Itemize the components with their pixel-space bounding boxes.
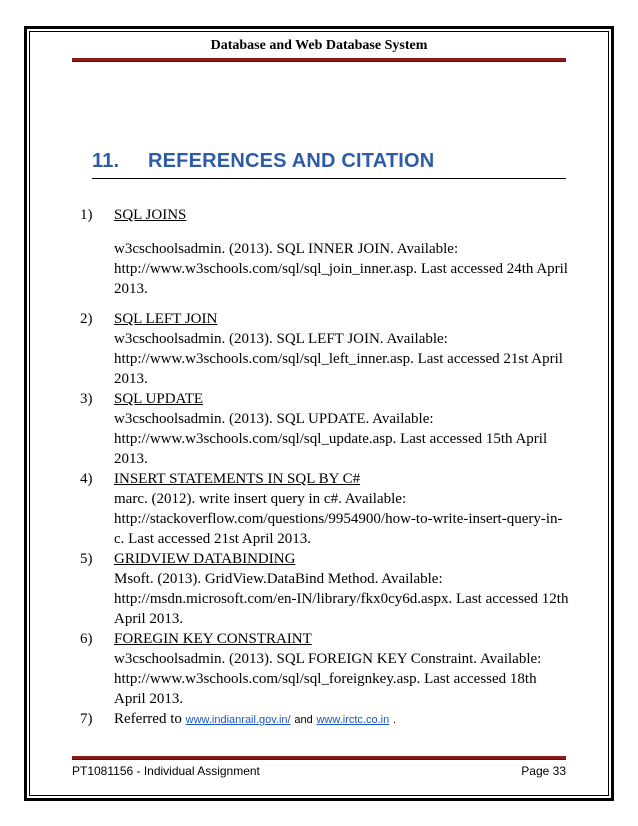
reference-number: 3) xyxy=(80,391,93,407)
page-header-title: Database and Web Database System xyxy=(210,38,428,53)
reference-number: 5) xyxy=(80,551,93,567)
reference-title[interactable]: SQL UPDATE xyxy=(114,391,204,407)
reference-body: w3cschoolsadmin. (2013). SQL UPDATE. Available: http://www.w3schools.com/sql/sql_update.asp. Last accessed 15th April 2013. xyxy=(114,411,548,467)
reference-item xyxy=(80,389,570,469)
footer-left-text: PT1081156 - Individual Assignment xyxy=(72,764,260,778)
irctc-link[interactable]: www.irctc.co.in xyxy=(316,714,390,726)
header-rule xyxy=(72,58,566,62)
reference-number: 7) xyxy=(80,711,93,727)
reference-number: 6) xyxy=(80,631,93,647)
reference-suffix: . xyxy=(392,714,397,726)
reference-item xyxy=(80,549,570,629)
footer-rule xyxy=(72,756,566,760)
reference-body: w3cschoolsadmin. (2013). SQL FOREIGN KEY Constraint. Available: http://www.w3schools.com/sql/sql_foreignkey.asp. Last accessed 18th April 2013. xyxy=(114,651,542,707)
reference-list xyxy=(80,205,570,730)
indianrail-link[interactable]: www.indianrail.gov.in/ xyxy=(185,714,291,726)
reference-number: 2) xyxy=(80,311,93,327)
reference-body: Msoft. (2013). GridView.DataBind Method. Available: http://msdn.microsoft.com/en-IN/library/fkx0cy6d.aspx. Last accessed 12th April 2013. xyxy=(114,571,569,627)
reference-item xyxy=(80,469,570,549)
section-title: REFERENCES AND CITATION xyxy=(148,150,435,172)
reference-body: marc. (2012). write insert query in c#. Available: http://stackoverflow.com/questions/9954900/how-to-write-insert-query-in-c. Last accessed 21st April 2013. xyxy=(114,491,563,547)
reference-item xyxy=(80,709,570,730)
page-number: Page 33 xyxy=(521,764,566,778)
section-heading xyxy=(92,150,566,173)
reference-title[interactable]: SQL LEFT JOIN xyxy=(114,311,218,327)
reference-title[interactable]: GRIDVIEW DATABINDING xyxy=(114,551,296,567)
reference-and: and xyxy=(294,714,313,726)
reference-item xyxy=(80,309,570,389)
heading-rule xyxy=(92,178,566,179)
reference-title[interactable]: INSERT STATEMENTS IN SQL BY C# xyxy=(114,471,361,487)
reference-title[interactable]: SQL JOINS xyxy=(114,207,187,223)
reference-number: 1) xyxy=(80,207,93,223)
reference-body: w3cschoolsadmin. (2013). SQL LEFT JOIN. Available: http://www.w3schools.com/sql/sql_left_inner.asp. Last accessed 21st April 2013. xyxy=(114,331,563,387)
reference-prefix: Referred to xyxy=(114,711,182,727)
reference-number: 4) xyxy=(80,471,93,487)
reference-item xyxy=(80,629,570,709)
reference-body: w3cschoolsadmin. (2013). SQL INNER JOIN. Available: http://www.w3schools.com/sql/sql_join_inner.asp. Last accessed 24th April 2013. xyxy=(114,241,568,297)
reference-item xyxy=(80,205,570,299)
section-number: 11. xyxy=(92,150,120,172)
reference-title[interactable]: FOREGIN KEY CONSTRAINT xyxy=(114,631,312,647)
